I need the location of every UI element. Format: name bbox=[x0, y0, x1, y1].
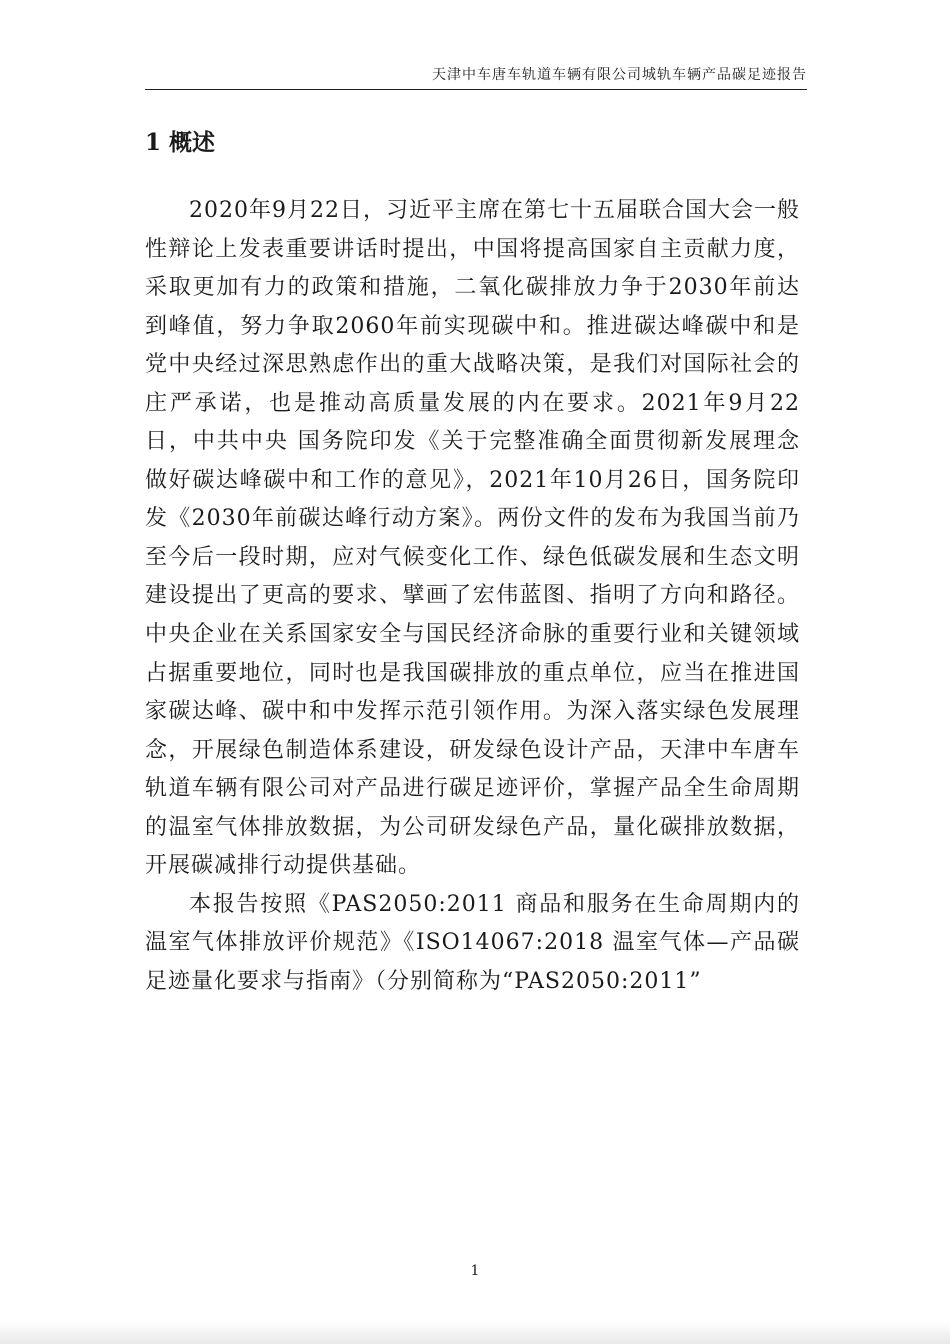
body-text bbox=[145, 192, 800, 1001]
paragraph-standards: 本报告按照《PAS2050:2011 商品和服务在生命周期内的温室气体排放评价规范》《ISO14067:2018 温室气体—产品碳足迹量化要求与指南》（分别简称为“PAS2050:2011” bbox=[145, 891, 800, 994]
section-title: 1 概述 bbox=[145, 129, 216, 156]
page-number: 1 bbox=[470, 1263, 480, 1279]
scan-edge-shadow bbox=[0, 1322, 950, 1344]
running-header: 天津中车唐车轨道车辆有限公司城轨车辆产品碳足迹报告 bbox=[145, 64, 807, 90]
paragraph-background: 2020年9月22日，习近平主席在第七十五届联合国大会一般性辩论上发表重要讲话时提出，中国将提高国家自主贡献力度，采取更加有力的政策和措施，二氧化碳排放力争于2030年前达到峰值，努力争取2060年前实现碳中和。推进碳达峰碳中和是党中央经过深思熟虑作出的重大战略决策，是我们对国际社会的庄严承诺，也是推动高质量发展的内在要求。2021年9月22日，中共中央 国务院印发《关于完整准确全面贯彻新发展理念 做好碳达峰碳中和工作的意见》，2021年10月26日，国务院印发《2030年前碳达峰行动方案》。两份文件的发布为我国当前乃至今后一段时期，应对气候变化工作、绿色低碳发展和生态文明建设提出了更高的要求、擘画了宏伟蓝图、指明了方向和路径。中央企业在关系国家安全与国民经济命脉的重要行业和关键领域占据重要地位，同时也是我国碳排放的重点单位，应当在推进国家碳达峰、碳中和中发挥示范引领作用。为深入落实绿色发展理念，开展绿色制造体系建设，研发绿色设计产品，天津中车唐车轨道车辆有限公司对产品进行碳足迹评价，掌握产品全生命周期的温室气体排放数据，为公司研发绿色产品，量化碳排放数据，开展碳减排行动提供基础。 bbox=[145, 198, 800, 879]
